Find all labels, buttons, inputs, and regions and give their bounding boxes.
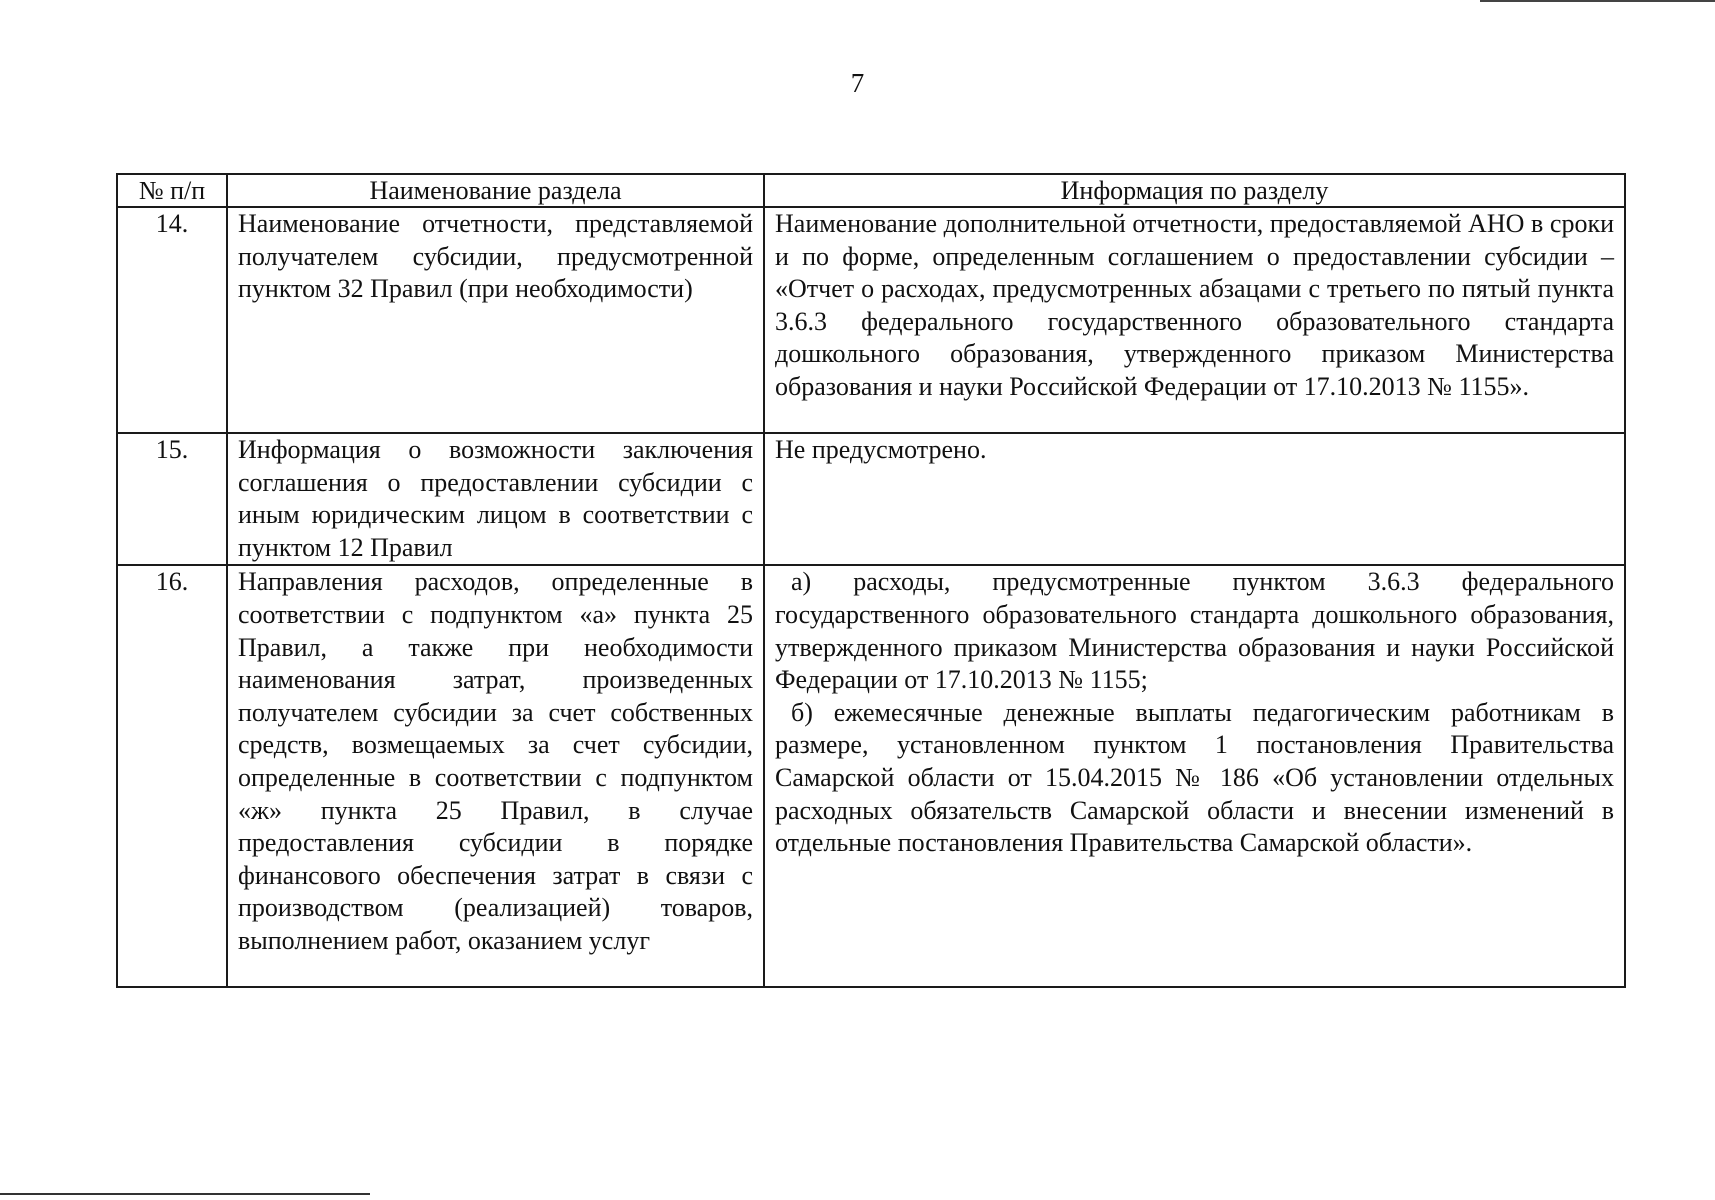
row-section-info [764,565,1625,987]
scan-edge-line-bottom [0,1193,370,1195]
info-paragraph: Не предусмотрено. [775,435,987,464]
row-number: 16. [117,565,227,987]
row-section-name: Наименование отчетности, представляемой получателем субсидии, предусмотренной пунктом 32 Правил (при необходимости) [227,207,764,433]
row-section-info [764,207,1625,433]
header-number: № п/п [117,174,227,207]
header-section-name: Наименование раздела [227,174,764,207]
document-table [116,173,1626,988]
row-number: 14. [117,207,227,433]
table-row [117,565,1625,987]
row-section-info [764,433,1625,565]
row-section-name: Направления расходов, определенные в соответствии с подпунктом «а» пункта 25 Правил, а также при необходимости наименования затрат, произведенных получателем субсидии за счет собственных средств, возмещаемых за счет субсидии, определенные в соответствии с подпунктом «ж» пункта 25 Правил, в случае предоставления субсидии в порядке финансового обеспечения затрат в связи с производством (реализацией) товаров, выполнением работ, оказанием услуг [227,565,764,987]
page-number: 7 [850,68,865,98]
row-number: 15. [117,433,227,565]
info-paragraph: Наименование дополнительной отчетности, предоставляемой АНО в сроки и по форме, определенным соглашением о предоставлении субсидии – «Отчет о расходах, предусмотренных абзацами с третьего по пятый пункта 3.6.3 федерального государственного образовательного стандарта дошкольного образования, утвержденного приказом Министерства образования и науки Российской Федерации от 17.10.2013 № 1155». [775,209,1614,401]
row-section-name: Информация о возможности заключения соглашения о предоставлении субсидии с иным юридическим лицом в соответствии с пунктом 12 Правил [227,433,764,565]
info-paragraph-b: б) ежемесячные денежные выплаты педагогическим работникам в размере, установленном пунктом 1 постановления Правительства Самарской области от 15.04.2015 № 186 «Об установлении отдельных расходных обязательств Самарской области и внесении изменений в отдельные постановления Правительства Самарской области». [775,697,1614,858]
table-row [117,433,1625,565]
header-section-info: Информация по разделу [764,174,1625,207]
info-paragraph-a: а) расходы, предусмотренные пунктом 3.6.3 федерального государственного образовательного стандарта дошкольного образования, утвержденного приказом Министерства образования и науки Российской Федерации от 17.10.2013 № 1155; [775,567,1614,695]
table-header-row [117,174,1625,207]
scan-edge-line-top [1480,0,1715,2]
table-row [117,207,1625,433]
